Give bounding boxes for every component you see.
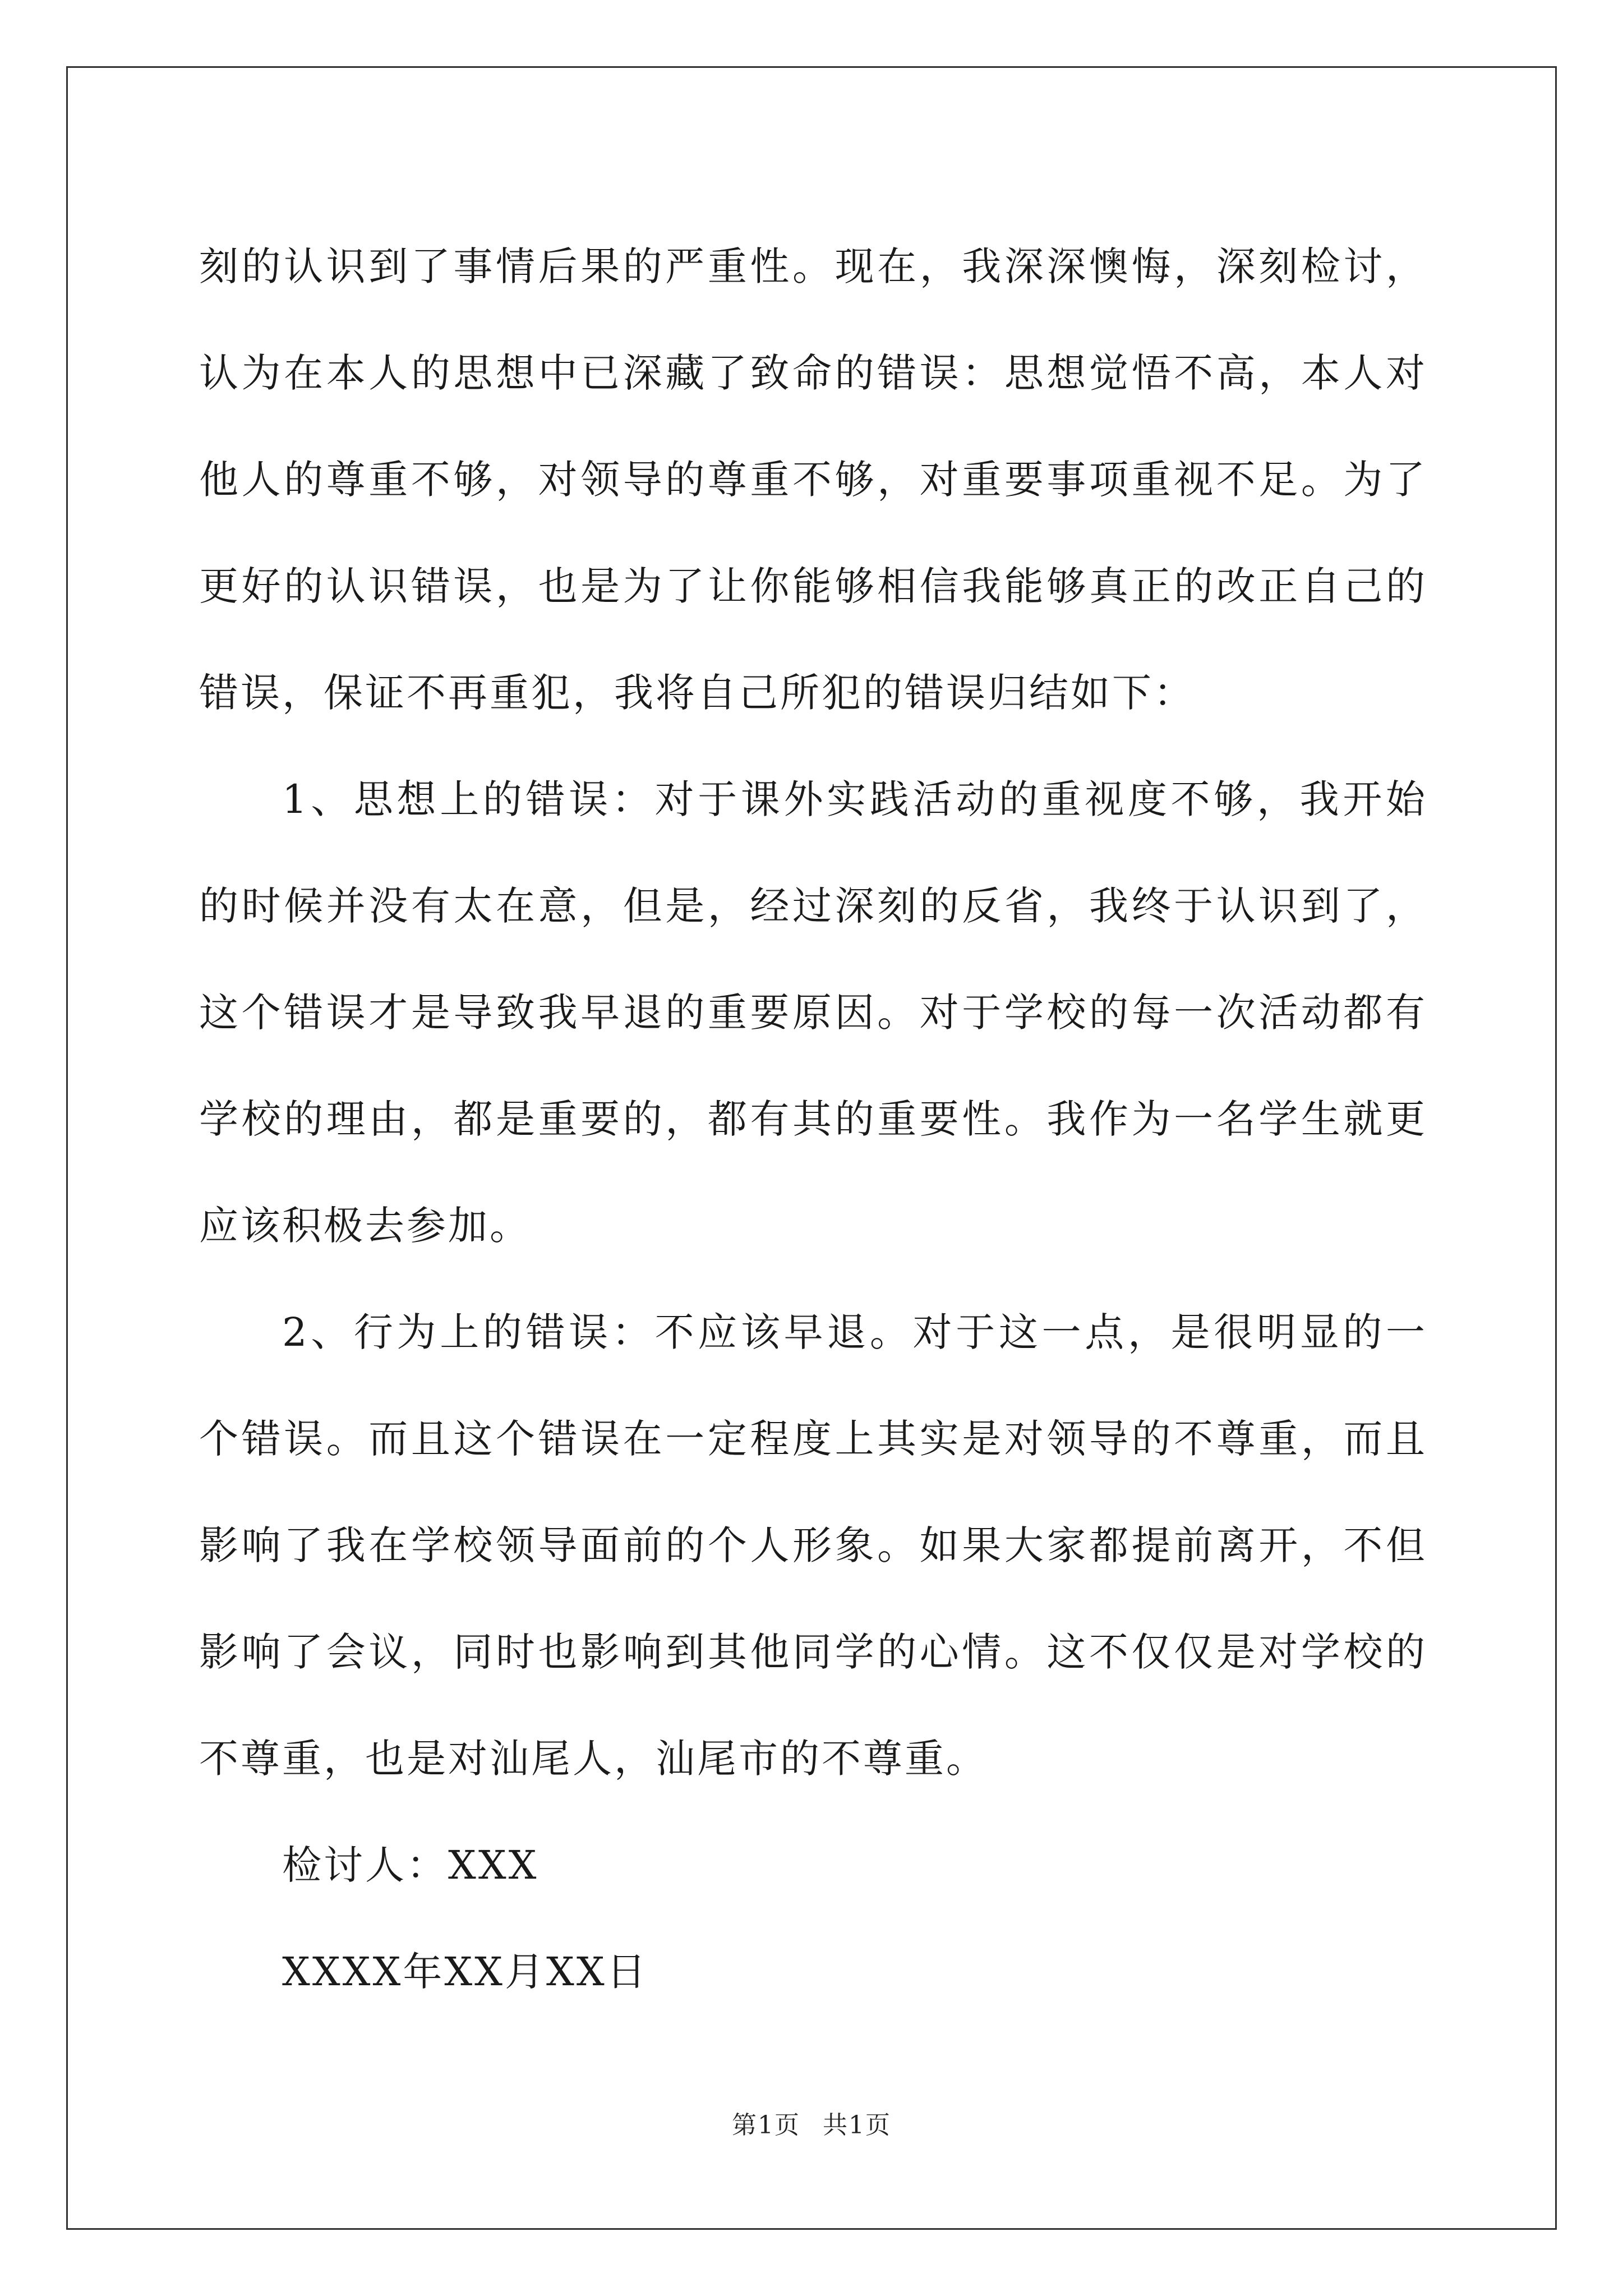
page-footer (0, 2105, 1623, 2141)
total-pages-label: 共1页 (823, 2111, 891, 2139)
paragraph-intro: 刻的认识到了事情后果的严重性。现在，我深深懊悔，深刻检讨，认为在本人的思想中已深藏了致命的错误：思想觉悟不高，本人对他人的尊重不够，对领导的尊重不够，对重要事项重视不足。为了更好的认识错误，也是为了让你能够相信我能够真正的改正自己的错误，保证不再重犯，我将自己所犯的错误归结如下： (199, 243, 1427, 716)
paragraph-point-1: 1、思想上的错误：对于课外实践活动的重视度不够，我开始的时候并没有太在意，但是，经过深刻的反省，我终于认识到了，这个错误才是导致我早退的重要原因。对于学校的每一次活动都有学校的理由，都是重要的，都有其的重要性。我作为一名学生就更应该积极去参加。 (199, 776, 1427, 1249)
paragraph-point-2: 2、行为上的错误：不应该早退。对于这一点，是很明显的一个错误。而且这个错误在一定程度上其实是对领导的不尊重，而且影响了我在学校领导面前的个人形象。如果大家都提前离开，不但影响了会议，同时也影响到其他同学的心情。这不仅仅是对学校的不尊重，也是对汕尾人，汕尾市的不尊重。 (199, 1309, 1427, 1782)
current-page-label: 第1页 (732, 2111, 800, 2139)
date-line: XXXX年XX月XX日 (282, 1949, 648, 1995)
document-body (199, 213, 1427, 2025)
signer-line: 检讨人：XXX (282, 1842, 539, 1888)
